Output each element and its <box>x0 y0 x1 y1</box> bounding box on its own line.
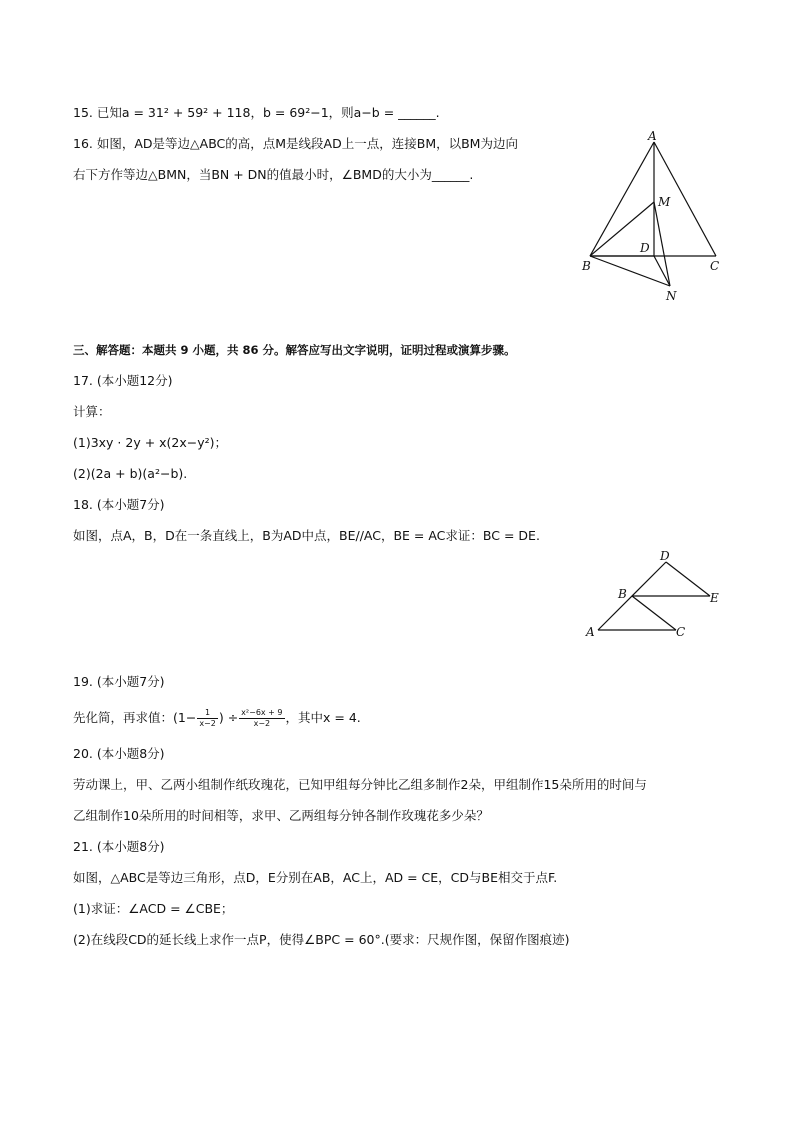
q20-header: 20. (本小题8分) <box>73 746 165 761</box>
label-c: C <box>676 625 686 639</box>
label-b: B <box>582 259 591 273</box>
edge-mn <box>654 202 670 286</box>
q21-line1: 如图，△ABC是等边三角形，点D，E分别在AB，AC上，AD = CE，CD与BE相交于点F. <box>73 870 558 885</box>
q18-text: 如图，点A，B，D在一条直线上，B为AD中点，BE//AC，BE = AC求证：BC = DE. <box>73 528 540 543</box>
section3-title: 三、解答题：本题共 9 小题，共 86 分。解答应写出文字说明，证明过程或演算步骤。 <box>73 343 516 357</box>
label-a: A <box>586 625 595 639</box>
q19-frac1-num: 1 <box>197 708 218 719</box>
q15-text: 15. 已知a = 31² + 59² + 118，b = 69²−1，则a−b = ______. <box>73 105 440 120</box>
q19-fraction-1 <box>197 708 218 729</box>
q19-lead: 先化简，再求值：(1− <box>73 710 197 725</box>
label-d: D <box>640 241 650 255</box>
q19-tail: ，其中x = 4. <box>285 710 361 725</box>
q16-line2: 右下方作等边△BMN，当BN + DN的值最小时，∠BMD的大小为______. <box>73 167 474 182</box>
label-n: N <box>666 289 677 303</box>
q17-part1: (1)3xy · 2y + x(2x−y²)； <box>73 435 228 450</box>
edge-bn <box>590 256 670 286</box>
q20-line2: 乙组制作10朵所用的时间相等，求甲、乙两组每分钟各制作玫瑰花多少朵？ <box>73 808 489 823</box>
edge-bc <box>632 596 676 630</box>
q17-header: 17. (本小题12分) <box>73 373 173 388</box>
label-d: D <box>660 549 670 563</box>
edge-ab <box>590 142 654 256</box>
q18-header: 18. (本小题7分) <box>73 497 165 512</box>
label-e: E <box>710 591 719 605</box>
q18-figure <box>580 548 730 643</box>
q16-figure <box>578 130 738 305</box>
q17-part2: (2)(2a + b)(a²−b). <box>73 466 188 481</box>
q21-header: 21. (本小题8分) <box>73 839 165 854</box>
label-m: M <box>658 195 671 209</box>
q20-line1: 劳动课上，甲、乙两小组制作纸玫瑰花，已知甲组每分钟比乙组多制作2朵，甲组制作15朵所用的时间与 <box>73 777 647 792</box>
q19-frac2-num: x²−6x + 9 <box>241 708 283 717</box>
q19-mid: ) ÷ <box>218 710 239 725</box>
q19-header: 19. (本小题7分) <box>73 674 165 689</box>
q19-fraction-2 <box>239 708 284 729</box>
q19-frac2-den: x−2 <box>253 719 271 728</box>
label-b: B <box>618 587 627 601</box>
q19-expression <box>73 707 361 729</box>
q17-intro: 计算： <box>73 404 111 419</box>
q21-part2: (2)在线段CD的延长线上求作一点P，使得∠BPC = 60°.(要求：尺规作图，保留作图痕迹) <box>73 932 570 947</box>
label-a: A <box>648 130 657 143</box>
label-c: C <box>710 259 720 273</box>
q21-part1: (1)求证：∠ACD = ∠CBE； <box>73 901 234 916</box>
q16-line1: 16. 如图，AD是等边△ABC的高，点M是线段AD上一点，连接BM，以BM为边向 <box>73 136 518 151</box>
edge-de <box>666 562 710 596</box>
q19-frac1-den: x−2 <box>199 719 216 728</box>
